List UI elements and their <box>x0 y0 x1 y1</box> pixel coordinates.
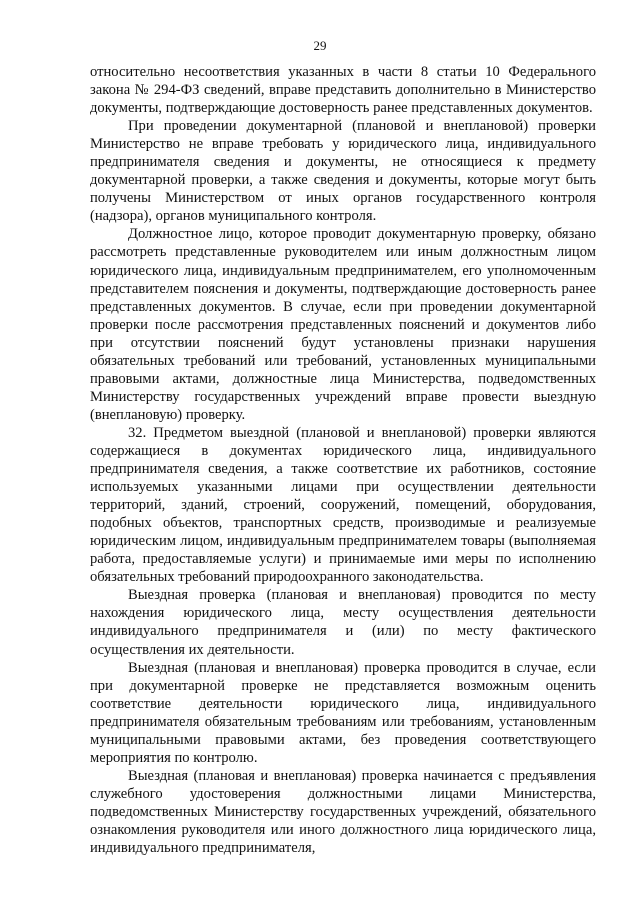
page-number: 29 <box>313 38 327 53</box>
paragraph-onsite-location: Выездная проверка (плановая и внеплановая) проводится по месту нахождения юридического лица, месту осуществления деятельности индивидуального предпринимателя и (или) по месту фактического осуществления их деятельности. <box>90 587 596 658</box>
document-body <box>90 63 596 857</box>
paragraph-section-32-subject: 32. Предметом выездной (плановой и внеплановой) проверки являются содержащиеся в документах юридического лица, индивидуального предпринимателя сведения, а также соответствие их работников, состояние используемых указанными лицами при осуществлении деятельности территорий, зданий, строений, сооружений, помещений, оборудования, подобных объектов, транспортных средств, производимые и реализуемые юридическим лицом, индивидуальным предпринимателем товары (выполняемая работа, предоставляемые услуги) и принимаемые ими меры по исполнению обязательных требований природоохранного законодательства. <box>90 424 596 586</box>
paragraph-documentary-inspection-restrictions: При проведении документарной (плановой и внеплановой) проверки Министерство не вправе требовать у юридического лица, индивидуального предпринимателя сведения и документы, не относящиеся к предмету документарной проверки, а также сведения и документы, которые могут быть получены Министерством от иных органов государственного контроля (надзора), органов муниципального контроля. <box>90 118 596 225</box>
paragraph-official-review-duties: Должностное лицо, которое проводит документарную проверку, обязано рассмотреть представленные руководителем или иным должностным лицом юридического лица, индивидуальным предпринимателем, его уполномоченным представителем пояснения и документы, подтверждающие достоверность ранее представленных документов. В случае, если при проведении документарной проверки после рассмотрения представленных пояснений и документов либо при отсутствии пояснений будут установлены признаки нарушения обязательных требований или требований, установленных муниципальными правовыми актами, должностные лица Министерства, подведомственных Министерству государственных учреждений вправе провести выездную (внеплановую) проверку. <box>90 226 596 423</box>
paragraph-continuation: относительно несоответствия указанных в части 8 статьи 10 Федерального закона № 294-ФЗ сведений, вправе представить дополнительно в Министерство документы, подтверждающие достоверность ранее представленных документов. <box>90 64 596 117</box>
paragraph-onsite-start: Выездная (плановая и внеплановая) проверка начинается с предъявления служебного удостоверения должностными лицами Министерства, подведомственных Министерству государственных учреждений, обязательного ознакомления руководителя или иного должностного лица юридического лица, индивидуального предпринимателя, <box>90 767 596 857</box>
paragraph-onsite-conditions: Выездная (плановая и внеплановая) проверка проводится в случае, если при документарной проверке не представляется возможным оценить соответствие деятельности юридического лица, индивидуального предпринимателя обязательным требованиям или требованиям, установленным муниципальными правовыми актами, без проведения соответствующего мероприятия по контролю. <box>90 659 596 766</box>
